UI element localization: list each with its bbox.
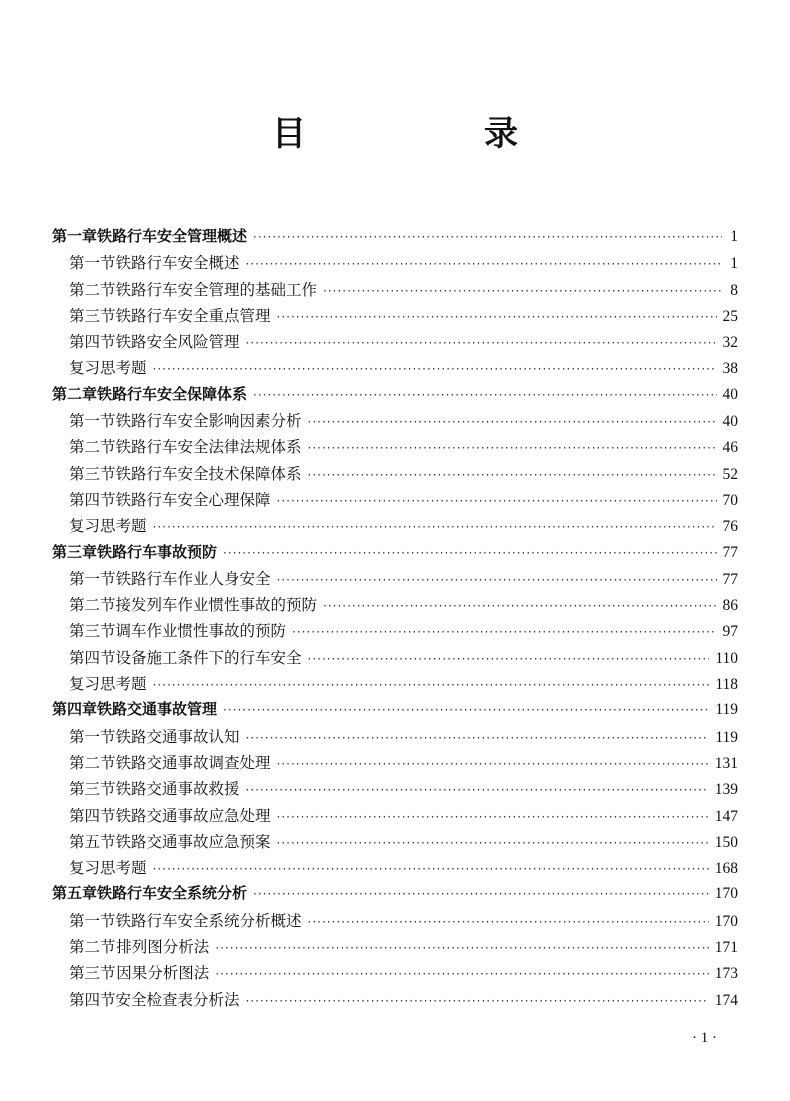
toc-entry-title: 铁路交通事故认知 xyxy=(115,727,240,746)
toc-entry-number: 第一节 xyxy=(69,727,116,746)
toc-entry-title: 铁路行车安全心理保障 xyxy=(115,490,271,509)
toc-page-number: 1 xyxy=(730,228,738,245)
toc-entry-number: 第三章 xyxy=(52,542,98,561)
toc-entry-number: 第四节 xyxy=(69,490,116,509)
toc-entry-title: 铁路行车安全法律法规体系 xyxy=(115,438,302,457)
toc-section-row xyxy=(52,988,738,1014)
toc-entry-title: 复习思考题 xyxy=(69,859,147,878)
toc-page-number: 173 xyxy=(714,965,738,983)
toc-section-row xyxy=(52,777,738,803)
dot-leader xyxy=(246,257,722,271)
toc-entry-title: 铁路交通事故应急预案 xyxy=(115,832,271,851)
dot-leader xyxy=(277,573,717,587)
toc-entry-title: 铁路交通事故应急处理 xyxy=(115,806,271,825)
toc-section-row xyxy=(52,646,738,672)
toc-page-number: 110 xyxy=(715,649,738,667)
toc-section-row xyxy=(52,304,738,330)
page-number-footer: · 1 · xyxy=(692,1030,717,1046)
toc-entry-title: 铁路安全风险管理 xyxy=(115,333,240,352)
toc-section-row xyxy=(52,804,738,830)
toc-section-row xyxy=(52,935,738,961)
toc-entry-number: 第一章 xyxy=(52,227,98,245)
toc-section-row xyxy=(52,330,738,356)
toc-page-number: 119 xyxy=(715,728,738,746)
toc-page-number: 40 xyxy=(722,413,738,431)
toc-page-number: 118 xyxy=(715,676,738,694)
dot-leader xyxy=(215,941,708,955)
toc-entry-title: 复习思考题 xyxy=(69,517,147,536)
dot-leader xyxy=(253,887,709,901)
toc-entry-title: 铁路行车安全影响因素分析 xyxy=(115,412,302,431)
toc-page-number: 97 xyxy=(722,623,738,641)
page-title: 目 录 xyxy=(272,114,590,154)
toc-section-row xyxy=(52,593,738,619)
toc-section-row xyxy=(52,435,738,461)
toc-entry-number: 第二节 xyxy=(69,753,116,772)
toc-page-number: 139 xyxy=(714,781,738,799)
dot-leader xyxy=(246,994,709,1008)
dot-leader xyxy=(253,230,722,244)
toc-entry-title: 铁路交通事故调查处理 xyxy=(115,753,271,772)
toc-entry-number: 第四节 xyxy=(69,990,116,1009)
toc-page-number: 1 xyxy=(730,255,738,273)
toc-section-row xyxy=(52,856,738,882)
dot-leader xyxy=(215,967,708,981)
dot-leader xyxy=(253,388,716,402)
toc-entry-number: 第四节 xyxy=(69,333,116,352)
toc-page-number: 170 xyxy=(714,912,738,930)
toc-section-row xyxy=(52,909,738,935)
toc-section-row xyxy=(52,356,738,382)
toc-entry-title: 铁路行车安全重点管理 xyxy=(115,306,271,325)
toc-page-number: 8 xyxy=(730,281,738,299)
toc-entry-title: 调车作业惯性事故的预防 xyxy=(115,622,287,641)
dot-leader xyxy=(246,731,710,745)
toc-section-row xyxy=(52,751,738,777)
toc-entry-title: 接发列车作业惯性事故的预防 xyxy=(115,596,318,615)
toc-page-number: 171 xyxy=(714,939,738,957)
toc-page-number: 40 xyxy=(722,385,738,403)
toc-entry-number: 第四节 xyxy=(69,806,116,825)
toc-section-row xyxy=(52,961,738,987)
dot-leader xyxy=(277,310,717,324)
dot-leader xyxy=(308,915,709,929)
toc-entry-number: 第五章 xyxy=(52,884,98,903)
toc-page-number: 77 xyxy=(722,543,738,561)
toc-entry-number: 第三节 xyxy=(69,622,116,641)
toc-chapter-row xyxy=(52,698,738,724)
toc-chapter-row xyxy=(52,882,738,908)
dot-leader xyxy=(323,599,716,613)
toc-entry-number: 第二节 xyxy=(69,280,116,299)
toc-entry-title: 铁路行车事故预防 xyxy=(97,542,218,561)
toc-page-number: 131 xyxy=(714,754,738,772)
toc-chapter-row xyxy=(52,225,738,251)
table-of-contents xyxy=(52,225,738,1014)
toc-entry-title: 铁路交通事故救援 xyxy=(115,780,240,799)
dot-leader xyxy=(292,625,716,639)
toc-page-number: 46 xyxy=(722,439,738,457)
toc-page-number: 70 xyxy=(722,491,738,509)
toc-section-row xyxy=(52,462,738,488)
toc-chapter-row xyxy=(52,383,738,409)
toc-entry-title: 设备施工条件下的行车安全 xyxy=(115,648,302,667)
dot-leader xyxy=(323,284,722,298)
dot-leader xyxy=(153,520,717,534)
dot-leader xyxy=(153,362,717,376)
dot-leader xyxy=(277,836,709,850)
toc-entry-number: 第四章 xyxy=(52,700,98,719)
toc-entry-number: 第三节 xyxy=(69,780,116,799)
toc-entry-title: 铁路交通事故管理 xyxy=(97,700,218,719)
toc-entry-number: 第四节 xyxy=(69,648,116,667)
toc-page-number: 86 xyxy=(722,597,738,615)
dot-leader xyxy=(223,703,709,717)
toc-entry-title: 复习思考题 xyxy=(69,675,147,694)
dot-leader xyxy=(246,336,717,350)
toc-section-row xyxy=(52,567,738,593)
toc-section-row xyxy=(52,409,738,435)
toc-entry-title: 铁路行车安全管理概述 xyxy=(97,227,248,245)
toc-page-number: 174 xyxy=(714,991,738,1009)
toc-entry-title: 因果分析图法 xyxy=(116,964,210,983)
toc-entry-title: 铁路行车安全系统分析 xyxy=(97,884,248,903)
toc-section-row xyxy=(52,830,738,856)
toc-entry-title: 铁路行车安全保障体系 xyxy=(97,384,248,403)
dot-leader xyxy=(277,810,709,824)
toc-entry-number: 第三节 xyxy=(69,306,116,325)
toc-section-row xyxy=(52,672,738,698)
toc-page-number: 150 xyxy=(714,833,738,851)
toc-entry-number: 第二节 xyxy=(69,438,116,457)
toc-entry-title: 铁路行车安全系统分析概述 xyxy=(115,911,302,930)
toc-entry-title: 排列图分析法 xyxy=(116,938,210,957)
dot-leader xyxy=(277,757,709,771)
toc-entry-number: 第三节 xyxy=(69,964,116,983)
toc-entry-title: 铁路行车作业人身安全 xyxy=(115,569,271,588)
toc-page-number: 77 xyxy=(722,570,738,588)
toc-entry-number: 第二节 xyxy=(69,938,116,957)
toc-page-number: 168 xyxy=(714,860,738,878)
toc-entry-number: 第二节 xyxy=(69,596,116,615)
toc-page-number: 119 xyxy=(715,701,738,719)
toc-entry-number: 第三节 xyxy=(69,464,116,483)
toc-section-row xyxy=(52,251,738,277)
dot-leader xyxy=(246,783,709,797)
toc-entry-number: 第一节 xyxy=(69,911,116,930)
toc-section-row xyxy=(52,514,738,540)
toc-page-number: 52 xyxy=(722,465,738,483)
toc-entry-number: 第一节 xyxy=(69,254,116,273)
toc-entry-number: 第五节 xyxy=(69,832,116,851)
toc-page-number: 38 xyxy=(722,360,738,378)
toc-entry-title: 铁路行车安全管理的基础工作 xyxy=(115,280,318,299)
toc-entry-title: 安全检查表分析法 xyxy=(115,990,240,1009)
toc-entry-title: 铁路行车安全概述 xyxy=(115,254,240,273)
toc-entry-number: 第二章 xyxy=(52,384,98,403)
toc-entry-number: 第一节 xyxy=(69,412,116,431)
toc-section-row xyxy=(52,278,738,304)
toc-page-number: 170 xyxy=(714,885,738,903)
toc-entry-title: 铁路行车安全技术保障体系 xyxy=(115,464,302,483)
toc-page-number: 32 xyxy=(722,334,738,352)
toc-entry-number: 第一节 xyxy=(69,569,116,588)
toc-entry-title: 复习思考题 xyxy=(69,359,147,378)
dot-leader xyxy=(277,494,717,508)
dot-leader xyxy=(308,441,717,455)
dot-leader xyxy=(153,678,710,692)
dot-leader xyxy=(308,415,717,429)
toc-section-row xyxy=(52,488,738,514)
toc-page-number: 147 xyxy=(714,807,738,825)
toc-page-number: 25 xyxy=(722,307,738,325)
dot-leader xyxy=(223,546,716,560)
toc-chapter-row xyxy=(52,541,738,567)
dot-leader xyxy=(153,862,709,876)
dot-leader xyxy=(308,468,717,482)
toc-section-row xyxy=(52,725,738,751)
toc-page-number: 76 xyxy=(722,518,738,536)
dot-leader xyxy=(308,652,710,666)
toc-section-row xyxy=(52,619,738,645)
